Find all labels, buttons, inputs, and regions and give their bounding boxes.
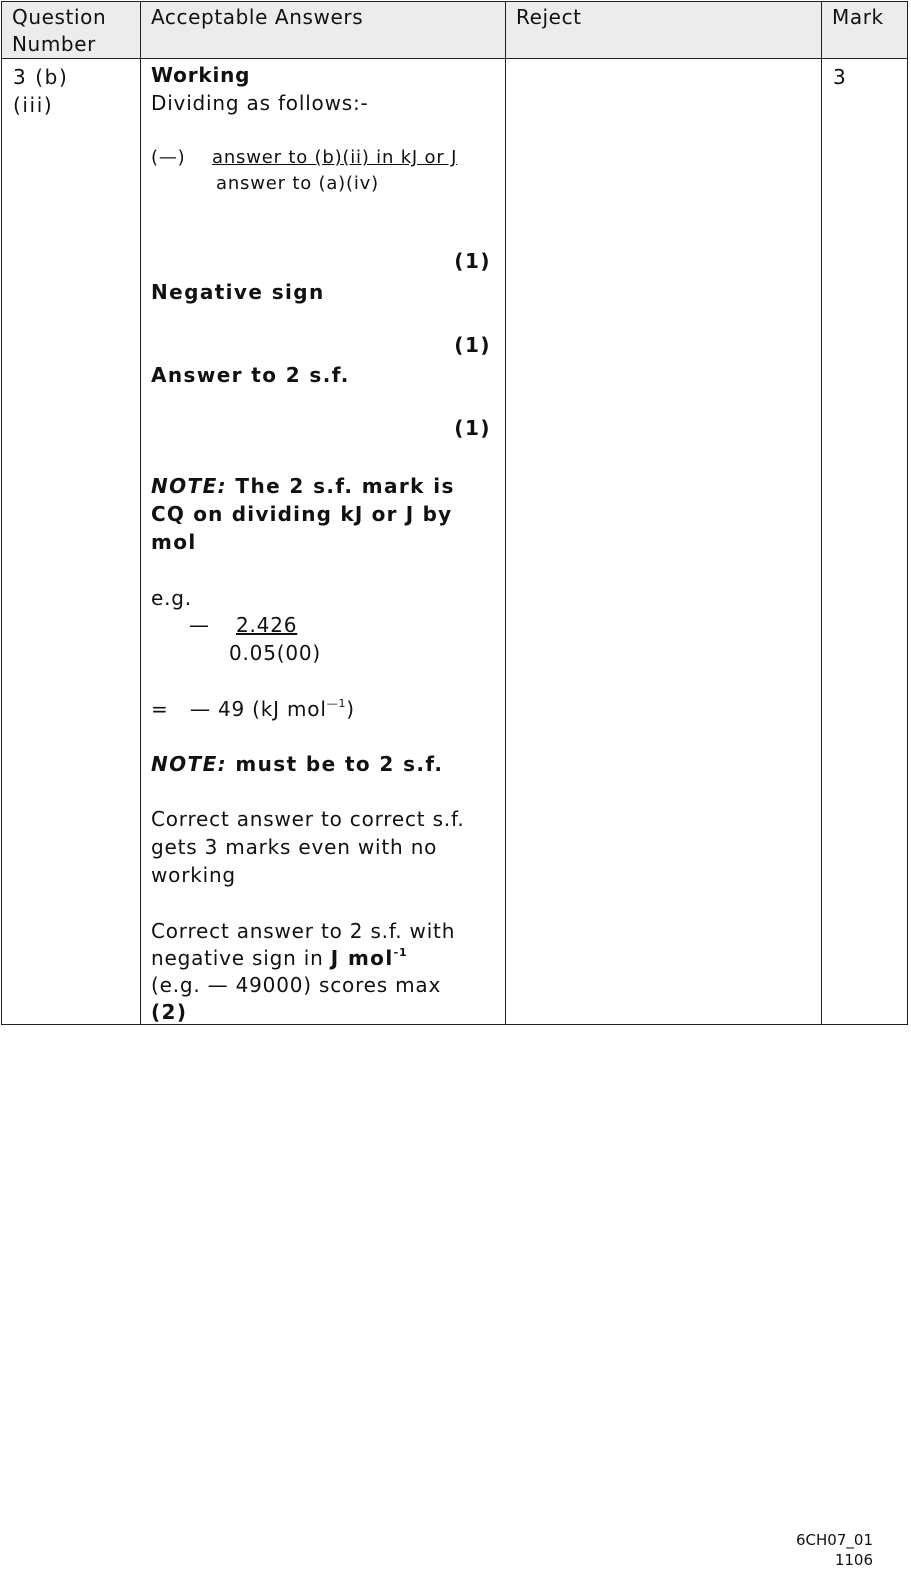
- question-subpart: (iii): [13, 93, 54, 117]
- table-header-row: [2, 2, 908, 59]
- two-sf-criterion: Answer to 2 s.f.: [151, 363, 350, 387]
- mark-2: (1): [454, 333, 491, 357]
- j-mol-note: Correct answer to 2 s.f. with: [151, 919, 456, 943]
- mark-cell: 3: [822, 59, 908, 1025]
- example-dash: —: [189, 613, 210, 637]
- equals-sign: =: [151, 697, 169, 721]
- note-1: NOTE: The 2 s.f. mark is: [151, 474, 455, 498]
- footer-session: 1106: [834, 1551, 873, 1569]
- negative-sign-criterion: Negative sign: [151, 280, 325, 304]
- acceptable-answers-cell: Working Dividing as follows:- (—) answer to (b)(ii) in kJ or J answer to (a)(iv) (1) Negative sign (1) Answer to 2 s.f. (1) NOTE: The 2 s.f. mark is CQ on dividing kJ or J by mol e.g. — 2.426 0.05(00) = — 49 (kJ mol$^{—1}$) NOTE: must be to 2 s.f. Correct answer to correct s.f. gets 3 marks even with no working Correct answer to 2 s.f. with negative sign in J mol$^{-1}$ (e.g. — 49000) scores max (2): [141, 59, 506, 1025]
- mark-scheme-table: [1, 1, 908, 1025]
- header-question-number: Question Number: [2, 2, 141, 59]
- example-label: e.g.: [151, 586, 192, 610]
- header-acceptable-answers: Acceptable Answers: [141, 2, 506, 59]
- correct-answer-note: Correct answer to correct s.f.: [151, 807, 465, 831]
- division-sign: (—): [151, 147, 186, 168]
- header-mark: Mark: [822, 2, 908, 59]
- footer-paper-code: 6CH07_01: [796, 1531, 873, 1549]
- mark-1: (1): [454, 249, 491, 273]
- dividing-text: Dividing as follows:-: [151, 91, 369, 115]
- example-numerator: 2.426: [236, 613, 298, 637]
- division-numerator: answer to (b)(ii) in kJ or J: [212, 147, 458, 168]
- question-number: 3 (b): [13, 65, 69, 89]
- question-number-cell: [2, 59, 141, 1025]
- note-2: NOTE: must be to 2 s.f.: [151, 752, 444, 776]
- division-denominator: answer to (a)(iv): [216, 173, 379, 194]
- mark-3: (1): [454, 416, 491, 440]
- example-denominator: 0.05(00): [229, 641, 321, 665]
- working-title: Working: [151, 63, 251, 87]
- header-reject: Reject: [506, 2, 822, 59]
- reject-cell: [506, 59, 822, 1025]
- example-result: — 49 (kJ mol$^{—1}$): [190, 697, 355, 721]
- table-row: [2, 59, 908, 1025]
